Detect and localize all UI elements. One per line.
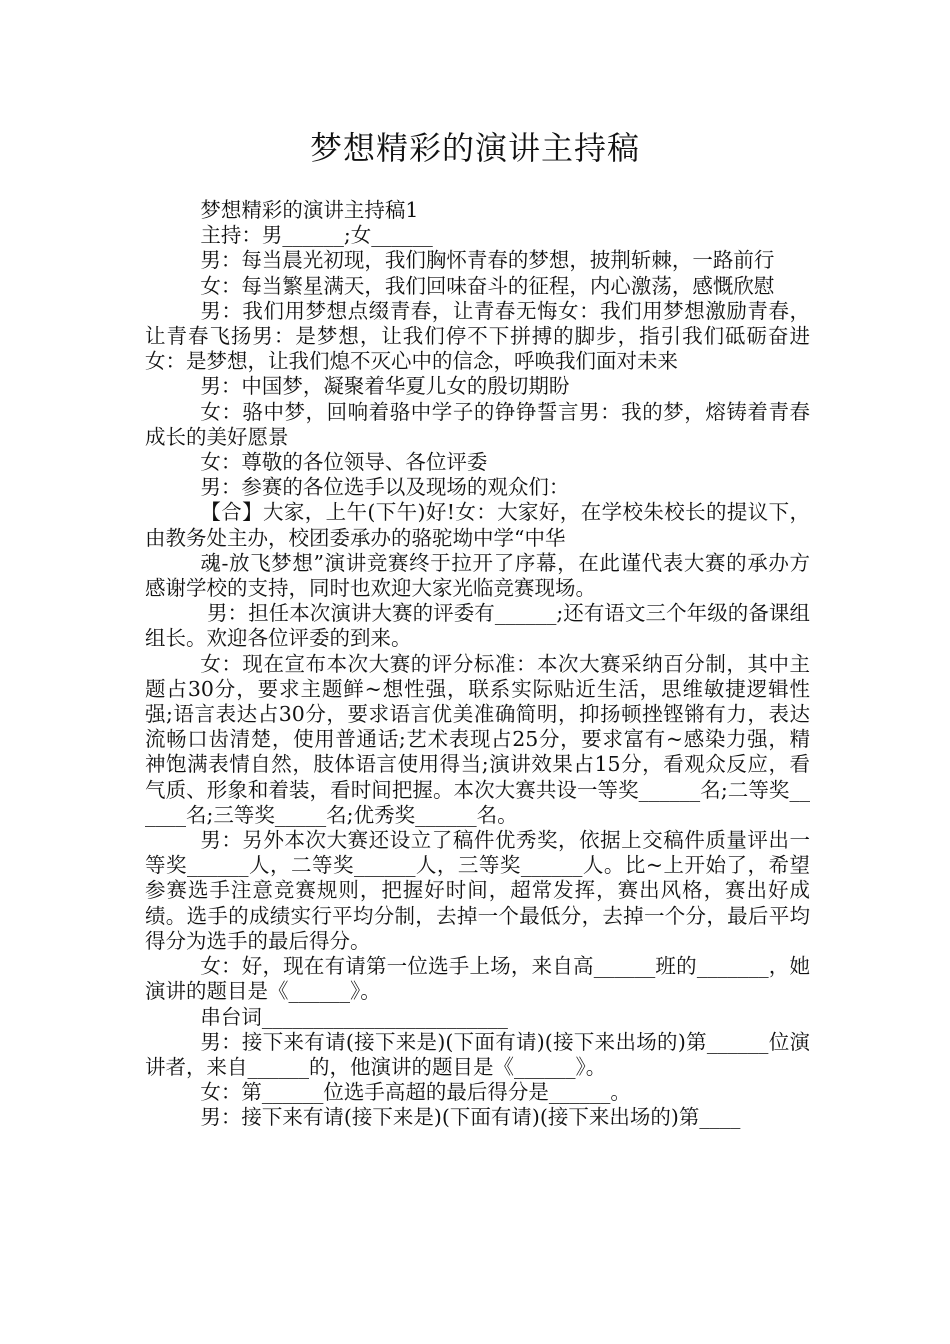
paragraph: 串台词________________________ (200, 1004, 508, 1029)
paragraph: 男：接下来有请(接下来是)(下面有请)(接下来出场的)第____ (200, 1105, 741, 1130)
paragraph: 女：现在宣布本次大赛的评分标准：本次大赛采纳百分制，其中主题占30分，要求主题鲜~想性强，联系实际贴近生活，思维敏捷逻辑性强;语言表达占30分，要求语言优美准确简明，抑扬顿挫铿锵有力，表达流畅口齿清楚，使用普通话;艺术表现占25分，要求富有~感染力强，精神饱满表情自然，肢体语言使用得当;演讲效果占15分，看观众反应，看气质、形象和着装，看时间把握。本次大赛共设一等奖______名;二等奖______名;三等奖_____名;优秀奖______名。 (145, 651, 810, 827)
paragraph: 魂-放飞梦想”演讲竞赛终于拉开了序幕，在此谨代表大赛的承办方感谢学校的支持，同时也欢迎大家光临竞赛现场。 (145, 550, 810, 601)
document-title: 梦想精彩的演讲主持稿 (309, 129, 640, 167)
paragraph: 女：骆中梦，回响着骆中学子的铮铮誓言男：我的梦，熔铸着青春成长的美好愿景 (145, 399, 810, 449)
paragraph: 男：参赛的各位选手以及现场的观众们： (200, 475, 570, 500)
paragraph: 主持：男______;女______ (200, 223, 433, 248)
paragraph: 女：好，现在有请第一位选手上场，来自高______班的_______，她演讲的题目是《______》。 (145, 954, 810, 1004)
paragraph: 女：第______位选手高超的最后得分是______。 (200, 1080, 631, 1105)
document-body (145, 198, 810, 1131)
paragraph: 男：每当晨光初现，我们胸怀青春的梦想，披荆斩棘，一路前行 (200, 248, 775, 273)
paragraph: 女：每当繁星满天，我们回味奋斗的征程，内心激荡，感慨欣慰 (200, 273, 775, 298)
paragraph: 男：另外本次大赛还设立了稿件优秀奖，依据上交稿件质量评出一等奖______人，二等奖______人，三等奖______人。比~上开始了，希望参赛选手注意竞赛规则，把握好时间，超常发挥，赛出风格，赛出好成绩。选手的成绩实行平均分制，去掉一个最低分，去掉一个分，最后平均得分为选手的最后得分。 (145, 828, 810, 953)
paragraph: 女：尊敬的各位领导、各位评委 (200, 450, 488, 475)
paragraph: 男：担任本次演讲大赛的评委有______;还有语文三个年级的备课组组长。欢迎各位评委的到来。 (145, 601, 810, 651)
paragraph: 【合】大家，上午(下午)好!女：大家好，在学校朱校长的提议下，由教务处主办，校团委承办的骆驼坳中学“中华 (145, 500, 810, 550)
paragraph: 男：接下来有请(接下来是)(下面有请)(接下来出场的)第______位演讲者，来自______的，他演讲的题目是《______》。 (145, 1029, 810, 1079)
paragraph: 男：我们用梦想点缀青春，让青春无悔女：我们用梦想激励青春，让青春飞扬男：是梦想，让我们停不下拼搏的脚步，指引我们砥砺奋进女：是梦想，让我们熄不灭心中的信念，呼唤我们面对未来 (145, 298, 810, 374)
paragraph: 男：中国梦，凝聚着华夏儿女的殷切期盼 (200, 374, 570, 399)
paragraph: 梦想精彩的演讲主持稿1 (200, 198, 419, 222)
